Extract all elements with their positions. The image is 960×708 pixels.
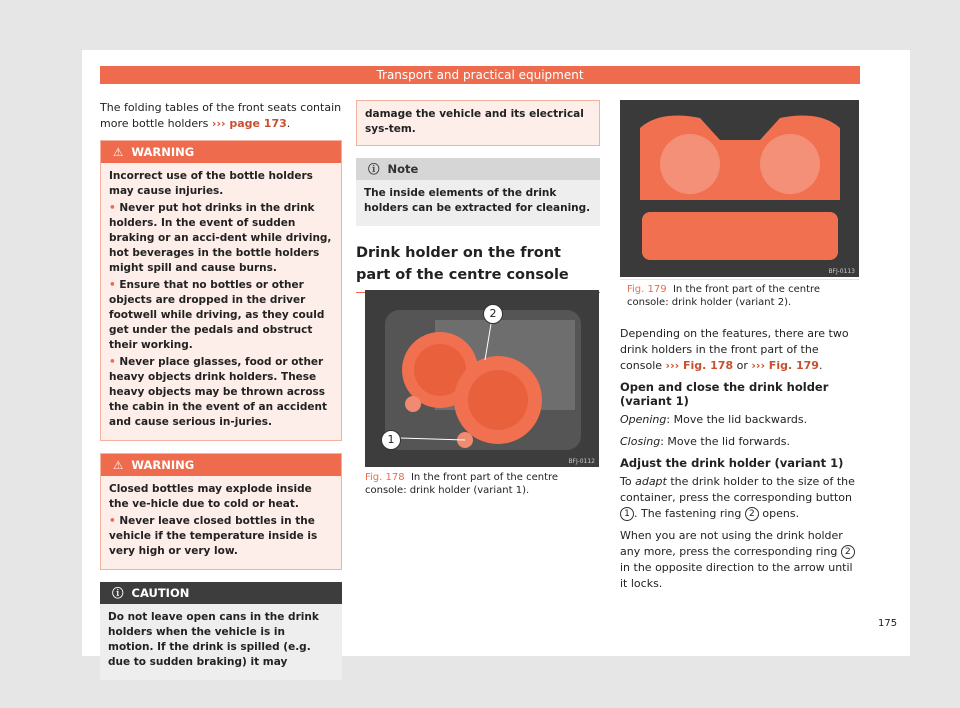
warning-lead: Incorrect use of the bottle holders may cause injuries. — [109, 170, 313, 197]
list-item: • Never put hot drinks in the drink holders. In the event of sudden braking or an acci-dent while driving, hot beverages in the bottle holders might spill and cause burns. — [109, 202, 332, 274]
note-box — [356, 158, 600, 226]
adjust-paragraph: To adapt the drink holder to the size of the container, press the corresponding button 1 . The fastening ring 2 opens. — [620, 475, 855, 520]
bullet-icon: • — [109, 202, 116, 214]
caution-text: Do not leave open cans in the drink holders when the vehicle is in motion. If the drink is spilled (e.g. due to sudden braking) it may — [108, 611, 319, 668]
list-item: • Ensure that no bottles or other objects are dropped in the driver footwell while driving, as they could get under the pedals and obstruct their working. — [109, 279, 325, 351]
warning-header: ⚠ WARNING — [101, 454, 341, 476]
intro-paragraph: Depending on the features, there are two drink holders in the front part of the console ››› Fig. 178 or ››› Fig. 179. — [620, 327, 849, 372]
column-right-text — [620, 326, 860, 598]
ring-2-marker: 2 — [745, 507, 759, 521]
figure-179-image — [620, 100, 859, 277]
image-code: BFJ-0113 — [828, 268, 855, 275]
warning-header: ⚠ WARNING — [101, 141, 341, 163]
note-text: The inside elements of the drink holders can be extracted for cleaning. — [364, 187, 591, 214]
adjust-heading: Adjust the drink holder (variant 1) — [620, 456, 844, 470]
opening-paragraph: Opening: Move the lid backwards. — [620, 413, 808, 426]
drink-holder-variant2-illustration — [620, 100, 859, 277]
note-header: ⓘ Note — [356, 158, 600, 180]
info-icon: ⓘ — [368, 162, 380, 176]
warning-icon: ⚠ — [113, 458, 124, 472]
callout-1: 1 — [381, 430, 401, 450]
figure-178-image — [365, 290, 599, 467]
button-1-marker: 1 — [620, 507, 634, 521]
intro-paragraph: The folding tables of the front seats contain more bottle holders ››› page 173. — [100, 101, 342, 130]
bullet-icon: • — [109, 356, 116, 368]
ring-2-marker: 2 — [841, 545, 855, 559]
open-close-heading: Open and close the drink holder (variant 1) — [620, 380, 829, 408]
section-heading: Drink holder on the front part of the centre console — [356, 245, 569, 283]
fig178-link[interactable]: ››› Fig. 178 — [665, 359, 734, 372]
page-number: 175 — [878, 618, 898, 629]
warning-lead: Closed bottles may explode inside the ve-hicle due to cold or heat. — [109, 483, 312, 510]
fig179-link[interactable]: ››› Fig. 179 — [751, 359, 819, 372]
column-left — [100, 100, 342, 680]
caution-box — [100, 582, 342, 680]
page-header: Transport and practical equipment — [100, 66, 860, 84]
figure-179-caption: Fig. 179 In the front part of the centre console: drink holder (variant 2). — [627, 284, 821, 308]
closing-paragraph: Closing: Move the lid forwards. — [620, 435, 790, 448]
warning-box — [100, 140, 342, 441]
caution-header: ⓘ CAUTION — [100, 582, 342, 604]
image-code: BFJ-0112 — [568, 458, 595, 465]
figure-178-caption: Fig. 178 In the front part of the centre console: drink holder (variant 1). — [365, 472, 559, 496]
list-item: • Never place glasses, food or other heavy objects drink holders. These heavy objects may be thrown across the cabin in the event of an accident and cause serious in-juries. — [109, 356, 327, 428]
callout-2: 2 — [483, 304, 503, 324]
warning-box — [100, 453, 342, 570]
warning-icon: ⚠ — [113, 145, 124, 159]
lock-paragraph: When you are not using the drink holder any more, press the corresponding ring 2 in the opposite direction to the arrow until it locks. — [620, 528, 860, 592]
page-link[interactable]: ››› page 173 — [211, 117, 287, 130]
bullet-icon: • — [109, 515, 116, 527]
list-item: • Never leave closed bottles in the vehicle if the temperature inside is very high or very low. — [109, 515, 318, 557]
bullet-icon: • — [109, 279, 116, 291]
caution-icon: ⓘ — [112, 586, 124, 600]
column-middle — [356, 100, 600, 293]
warning-continuation: damage the vehicle and its electrical sys-tem. — [356, 100, 600, 146]
